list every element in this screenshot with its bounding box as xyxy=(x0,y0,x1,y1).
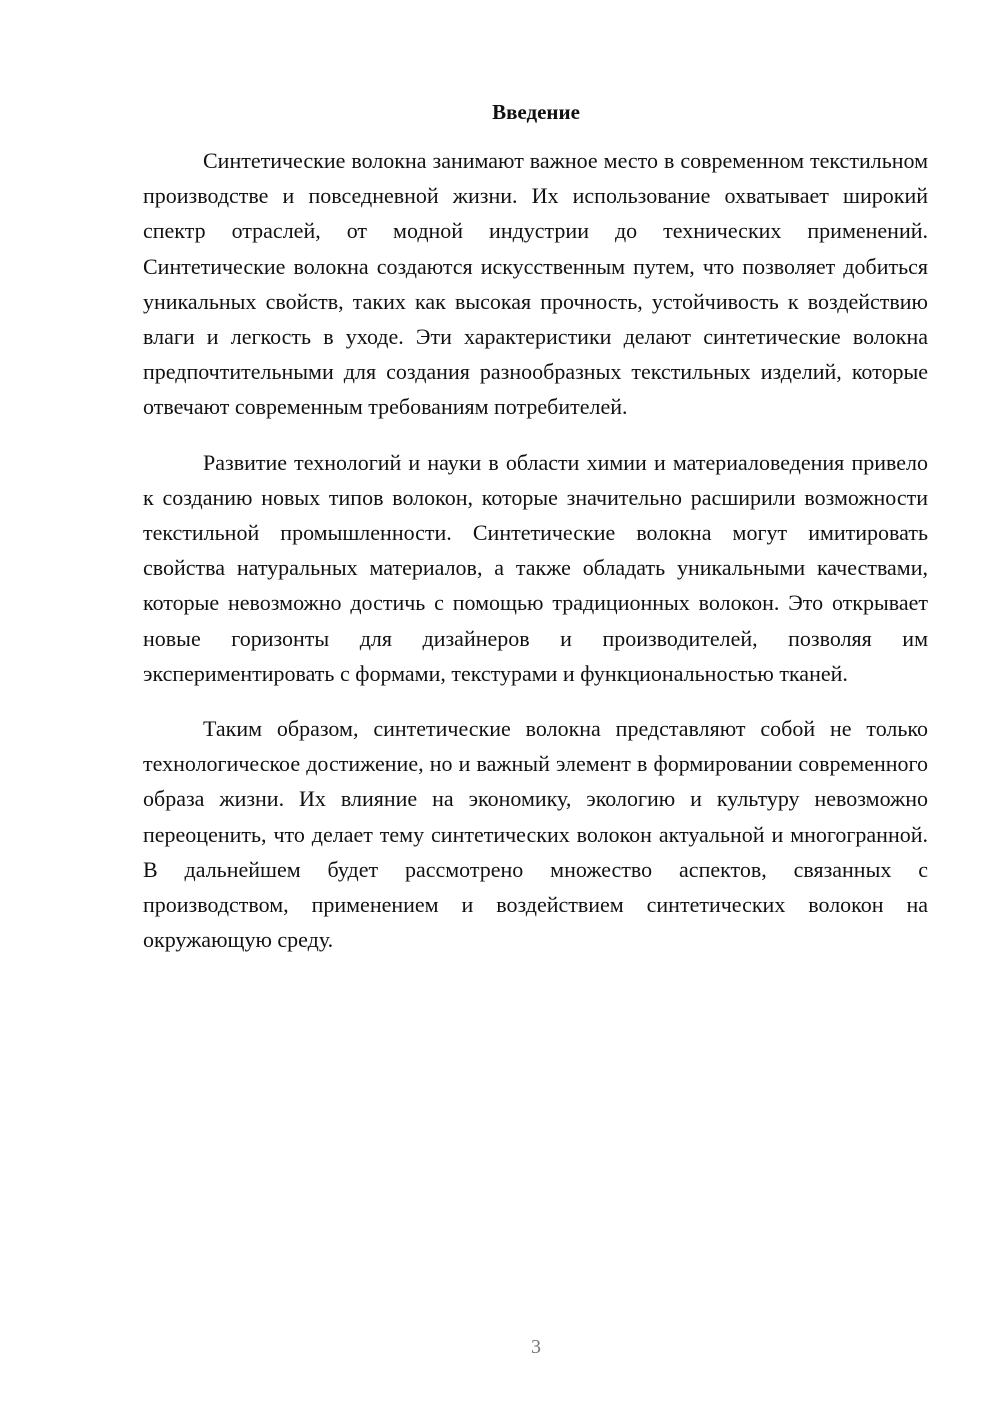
page-title: Введение xyxy=(492,100,580,124)
body-text xyxy=(143,143,928,977)
page-number: 3 xyxy=(531,1336,541,1358)
paragraph-conclusion: Таким образом, синтетические волокна представляют собой не только технологическое достижение, но и важный элемент в формировании современного образа жизни. Их влияние на экономику, экологию и культуру невозможно переоценить, что делает тему синтетических волокон актуальной и многогранной. В дальнейшем будет рассмотрено множество аспектов, связанных с производством, применением и воздействием синтетических волокон на окружающую среду. xyxy=(143,716,928,953)
paragraph-technology: Развитие технологий и науки в области химии и материаловедения привело к созданию новых типов волокон, которые значительно расширили возможности текстильной промышленности. Синтетические волокна могут имитировать свойства натуральных материалов, а также обладать уникальными качествами, которые невозможно достичь с помощью традиционных волокон. Это открывает новые горизонты для дизайнеров и производителей, позволяя им экспериментировать с формами, текстурами и функциональностью тканей. xyxy=(143,449,928,686)
paragraph-intro: Синтетические волокна занимают важное место в современном текстильном производстве и повседневной жизни. Их использование охватывает широкий спектр отраслей, от модной индустрии до технических применений. Синтетические волокна создаются искусственным путем, что позволяет добиться уникальных свойств, таких как высокая прочность, устойчивость к воздействию влаги и легкость в уходе. Эти характеристики делают синтетические волокна предпочтительными для создания разнообразных текстильных изделий, которые отвечают современным требованиям потребителей. xyxy=(143,148,928,420)
